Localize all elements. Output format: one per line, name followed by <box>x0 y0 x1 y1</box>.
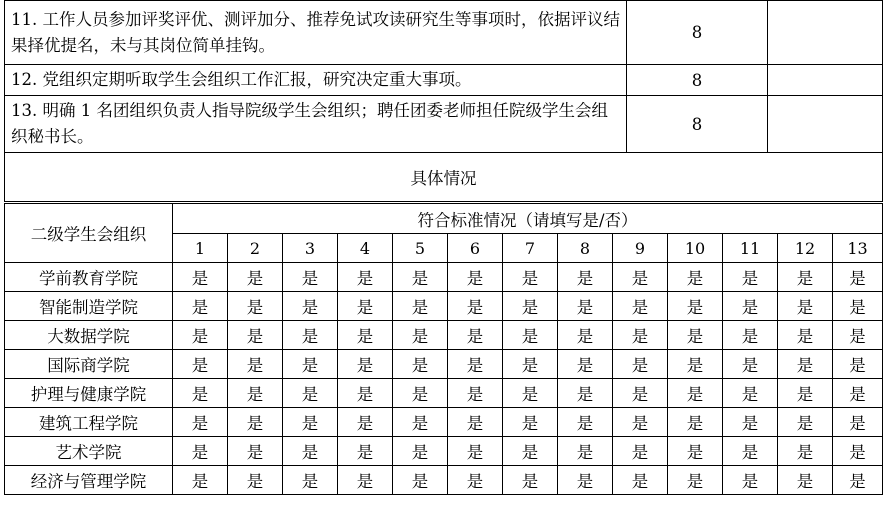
compliance-cell[interactable]: 是 <box>228 437 283 466</box>
compliance-cell[interactable]: 是 <box>613 408 668 437</box>
column-number: 1 <box>173 234 228 263</box>
compliance-cell[interactable]: 是 <box>558 466 613 495</box>
compliance-cell[interactable]: 是 <box>393 466 448 495</box>
criteria-blank-cell[interactable] <box>768 65 883 96</box>
org-name: 学前教育学院 <box>5 263 173 292</box>
compliance-cell[interactable]: 是 <box>558 379 613 408</box>
column-number: 12 <box>778 234 833 263</box>
compliance-cell[interactable]: 是 <box>778 263 833 292</box>
compliance-cell[interactable]: 是 <box>723 263 778 292</box>
compliance-cell[interactable]: 是 <box>668 466 723 495</box>
compliance-cell[interactable]: 是 <box>173 466 228 495</box>
compliance-cell[interactable]: 是 <box>283 379 338 408</box>
compliance-cell[interactable]: 是 <box>338 379 393 408</box>
compliance-cell[interactable]: 是 <box>778 292 833 321</box>
column-number: 5 <box>393 234 448 263</box>
compliance-cell[interactable]: 是 <box>338 292 393 321</box>
compliance-cell[interactable]: 是 <box>723 466 778 495</box>
compliance-cell[interactable]: 是 <box>668 437 723 466</box>
compliance-cell[interactable]: 是 <box>283 350 338 379</box>
compliance-cell[interactable]: 是 <box>393 350 448 379</box>
criteria-row <box>5 96 883 153</box>
criteria-blank-cell[interactable] <box>768 1 883 65</box>
compliance-cell[interactable]: 是 <box>338 263 393 292</box>
criteria-text: 11. 工作人员参加评奖评优、测评加分、推荐免试攻读研究生等事项时，依据评议结果择优提名，未与其岗位简单挂钩。 <box>5 1 627 65</box>
compliance-cell[interactable]: 是 <box>778 350 833 379</box>
compliance-cell[interactable]: 是 <box>833 408 883 437</box>
compliance-cell[interactable]: 是 <box>448 408 503 437</box>
criteria-score: 8 <box>627 96 768 153</box>
compliance-cell[interactable]: 是 <box>228 292 283 321</box>
compliance-cell[interactable]: 是 <box>228 466 283 495</box>
compliance-cell[interactable]: 是 <box>173 437 228 466</box>
compliance-cell[interactable]: 是 <box>448 466 503 495</box>
compliance-cell[interactable]: 是 <box>778 321 833 350</box>
compliance-cell[interactable]: 是 <box>668 263 723 292</box>
compliance-cell[interactable]: 是 <box>833 263 883 292</box>
compliance-cell[interactable]: 是 <box>338 350 393 379</box>
compliance-cell[interactable]: 是 <box>283 466 338 495</box>
section-title: 具体情况 <box>5 153 883 202</box>
column-number: 6 <box>448 234 503 263</box>
compliance-cell[interactable]: 是 <box>613 437 668 466</box>
column-number: 3 <box>283 234 338 263</box>
compliance-cell[interactable]: 是 <box>448 292 503 321</box>
column-number: 7 <box>503 234 558 263</box>
compliance-cell[interactable]: 是 <box>228 263 283 292</box>
compliance-cell[interactable]: 是 <box>228 321 283 350</box>
compliance-cell[interactable]: 是 <box>338 408 393 437</box>
org-name: 国际商学院 <box>5 350 173 379</box>
criteria-text: 13. 明确 1 名团组织负责人指导院级学生会组织；聘任团委老师担任院级学生会组织秘书长。 <box>5 96 627 153</box>
compliance-cell[interactable]: 是 <box>613 263 668 292</box>
column-number: 9 <box>613 234 668 263</box>
compliance-cell[interactable]: 是 <box>503 379 558 408</box>
compliance-cell[interactable]: 是 <box>723 292 778 321</box>
compliance-cell[interactable]: 是 <box>558 437 613 466</box>
column-number: 13 <box>833 234 883 263</box>
table-row <box>5 263 883 292</box>
criteria-row <box>5 1 883 65</box>
compliance-cell[interactable]: 是 <box>668 321 723 350</box>
compliance-cell[interactable]: 是 <box>668 292 723 321</box>
compliance-cell[interactable]: 是 <box>503 350 558 379</box>
compliance-cell[interactable]: 是 <box>778 466 833 495</box>
compliance-cell[interactable]: 是 <box>338 321 393 350</box>
table-row <box>5 379 883 408</box>
compliance-cell[interactable]: 是 <box>558 408 613 437</box>
compliance-cell[interactable]: 是 <box>503 408 558 437</box>
compliance-cell[interactable]: 是 <box>778 379 833 408</box>
compliance-cell[interactable]: 是 <box>283 292 338 321</box>
compliance-cell[interactable]: 是 <box>558 263 613 292</box>
compliance-cell[interactable]: 是 <box>338 437 393 466</box>
section-row <box>5 153 883 202</box>
compliance-cell[interactable]: 是 <box>393 408 448 437</box>
compliance-cell[interactable]: 是 <box>833 437 883 466</box>
compliance-cell[interactable]: 是 <box>833 321 883 350</box>
compliance-cell[interactable]: 是 <box>613 466 668 495</box>
compliance-cell[interactable]: 是 <box>668 350 723 379</box>
compliance-cell[interactable]: 是 <box>393 379 448 408</box>
compliance-cell[interactable]: 是 <box>558 292 613 321</box>
compliance-cell[interactable]: 是 <box>448 350 503 379</box>
org-name: 智能制造学院 <box>5 292 173 321</box>
org-name: 大数据学院 <box>5 321 173 350</box>
column-number: 2 <box>228 234 283 263</box>
compliance-cell[interactable]: 是 <box>448 379 503 408</box>
compliance-cell[interactable]: 是 <box>558 350 613 379</box>
compliance-cell[interactable]: 是 <box>228 350 283 379</box>
compliance-cell[interactable]: 是 <box>668 408 723 437</box>
org-column-header: 二级学生会组织 <box>5 204 173 263</box>
compliance-cell[interactable]: 是 <box>173 263 228 292</box>
compliance-cell[interactable]: 是 <box>173 350 228 379</box>
compliance-cell[interactable]: 是 <box>613 321 668 350</box>
org-name: 护理与健康学院 <box>5 379 173 408</box>
compliance-grid <box>4 203 883 495</box>
compliance-cell[interactable]: 是 <box>283 437 338 466</box>
criteria-text: 12. 党组织定期听取学生会组织工作汇报，研究决定重大事项。 <box>5 65 627 96</box>
criteria-table <box>4 0 883 202</box>
compliance-cell[interactable]: 是 <box>228 408 283 437</box>
compliance-cell[interactable]: 是 <box>723 350 778 379</box>
compliance-cell[interactable]: 是 <box>503 466 558 495</box>
compliance-cell[interactable]: 是 <box>503 321 558 350</box>
compliance-cell[interactable]: 是 <box>283 263 338 292</box>
compliance-cell[interactable]: 是 <box>613 350 668 379</box>
compliance-cell[interactable]: 是 <box>503 437 558 466</box>
table-row <box>5 350 883 379</box>
criteria-blank-cell[interactable] <box>768 96 883 153</box>
compliance-cell[interactable]: 是 <box>448 263 503 292</box>
compliance-cell[interactable]: 是 <box>393 263 448 292</box>
compliance-cell[interactable]: 是 <box>173 321 228 350</box>
compliance-cell[interactable]: 是 <box>283 408 338 437</box>
grid-body <box>5 263 883 495</box>
compliance-cell[interactable]: 是 <box>393 292 448 321</box>
criteria-score: 8 <box>627 65 768 96</box>
compliance-cell[interactable]: 是 <box>173 408 228 437</box>
compliance-cell[interactable]: 是 <box>723 321 778 350</box>
org-name: 经济与管理学院 <box>5 466 173 495</box>
compliance-cell[interactable]: 是 <box>833 379 883 408</box>
compliance-cell[interactable]: 是 <box>833 350 883 379</box>
compliance-cell[interactable]: 是 <box>173 379 228 408</box>
grid-header-row <box>5 204 883 234</box>
compliance-cell[interactable]: 是 <box>723 437 778 466</box>
column-number: 8 <box>558 234 613 263</box>
org-name: 艺术学院 <box>5 437 173 466</box>
table-row <box>5 321 883 350</box>
compliance-cell[interactable]: 是 <box>503 263 558 292</box>
compliance-cell[interactable]: 是 <box>283 321 338 350</box>
table-row <box>5 408 883 437</box>
compliance-cell[interactable]: 是 <box>778 437 833 466</box>
org-name: 建筑工程学院 <box>5 408 173 437</box>
compliance-header: 符合标准情况（请填写是/否） <box>173 204 883 234</box>
column-number: 4 <box>338 234 393 263</box>
compliance-cell[interactable]: 是 <box>778 408 833 437</box>
compliance-cell[interactable]: 是 <box>393 437 448 466</box>
compliance-cell[interactable]: 是 <box>393 321 448 350</box>
criteria-score: 8 <box>627 1 768 65</box>
compliance-cell[interactable]: 是 <box>228 379 283 408</box>
compliance-cell[interactable]: 是 <box>448 437 503 466</box>
compliance-cell[interactable]: 是 <box>448 321 503 350</box>
compliance-cell[interactable]: 是 <box>833 292 883 321</box>
table-row <box>5 292 883 321</box>
compliance-cell[interactable]: 是 <box>723 408 778 437</box>
compliance-cell[interactable]: 是 <box>173 292 228 321</box>
compliance-cell[interactable]: 是 <box>668 379 723 408</box>
compliance-cell[interactable]: 是 <box>613 379 668 408</box>
compliance-cell[interactable]: 是 <box>613 292 668 321</box>
compliance-cell[interactable]: 是 <box>723 379 778 408</box>
compliance-cell[interactable]: 是 <box>338 466 393 495</box>
column-number: 10 <box>668 234 723 263</box>
table-row <box>5 466 883 495</box>
criteria-row <box>5 65 883 96</box>
table-row <box>5 437 883 466</box>
compliance-cell[interactable]: 是 <box>503 292 558 321</box>
column-number: 11 <box>723 234 778 263</box>
compliance-cell[interactable]: 是 <box>833 466 883 495</box>
compliance-cell[interactable]: 是 <box>558 321 613 350</box>
